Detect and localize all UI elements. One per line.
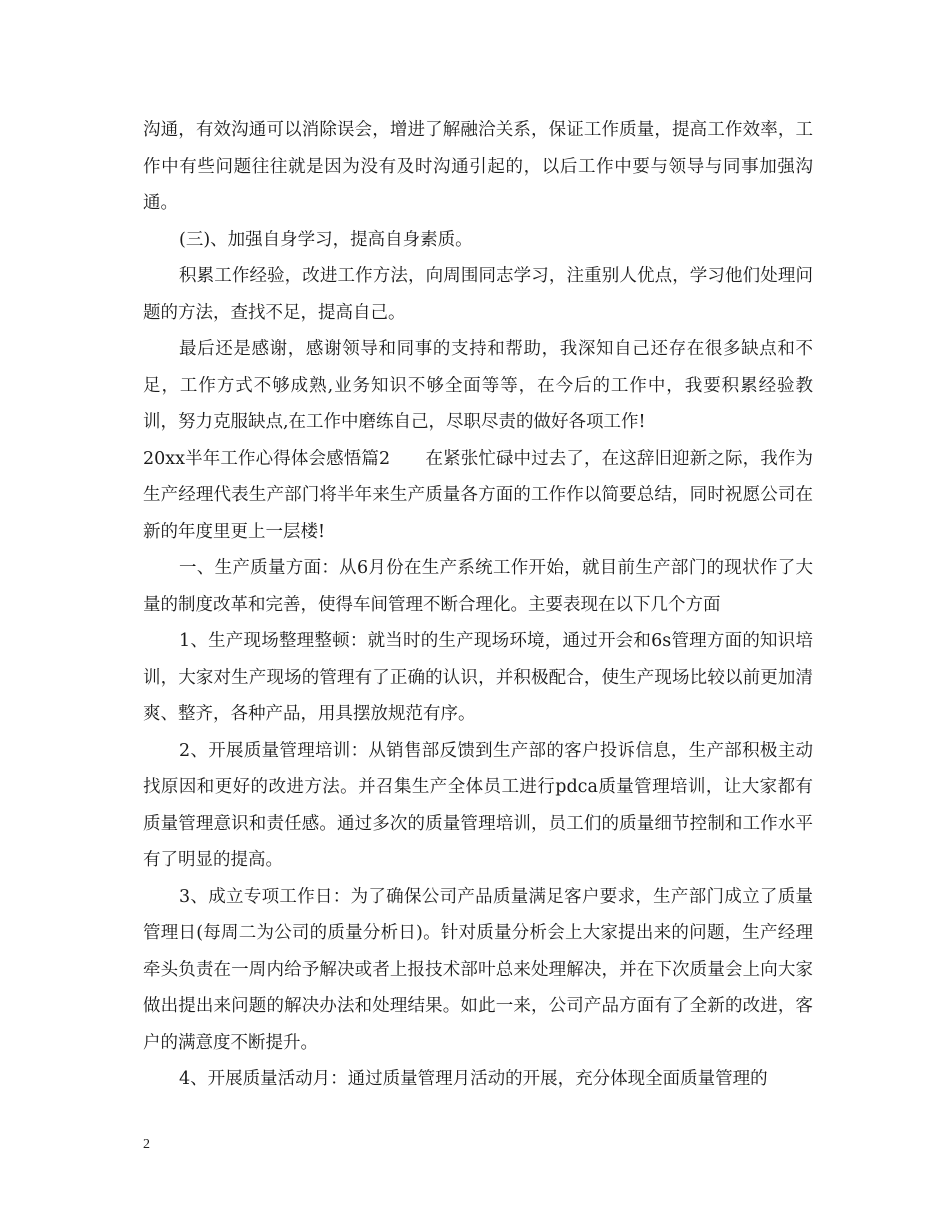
paragraph: 20xx半年工作心得体会感悟篇2 在紧张忙碌中过去了，在这辞旧迎新之际，我作为生产经理代表生产部门将半年来生产质量各方面的工作作以简要总结，同时祝愿公司在新的年度里更上一层楼!: [143, 448, 813, 542]
paragraph: 2、开展质量管理培训：从销售部反馈到生产部的客户投诉信息，生产部积极主动找原因和更好的改进方法。并召集生产全体员工进行pdca质量管理培训，让大家都有质量管理意识和责任感。通过多次的质量管理培训，员工们的质量细节控制和工作水平有了明显的提高。: [143, 740, 813, 870]
paragraph: 3、成立专项工作日：为了确保公司产品质量满足客户要求，生产部门成立了质量管理日(每周二为公司的质量分析日)。针对质量分析会上大家提出来的问题，生产经理牵头负责在一周内给予解决或者上报技术部叶总来处理解决，并在下次质量会上向大家做出提出来问题的解决办法和处理结果。如此一来，公司产品方面有了全新的改进，客户的满意度不断提升。: [143, 886, 813, 1053]
paragraph: 1、生产现场整理整顿：就当时的生产现场环境，通过开会和6s管理方面的知识培训，大家对生产现场的管理有了正确的认识，并积极配合，使生产现场比较以前更加清爽、整齐，各种产品，用具摆放规范有序。: [143, 631, 813, 724]
paragraph: 4、开展质量活动月：通过质量管理月活动的开展，充分体现全面质量管理的: [179, 1069, 768, 1089]
paragraph: 积累工作经验，改进工作方法，向周围同志学习，注重别人优点，学习他们处理问题的方法，查找不足，提高自己。: [143, 266, 813, 323]
document-body: [143, 112, 813, 1098]
paragraph: 一、生产质量方面：从6月份在生产系统工作开始，就目前生产部门的现状作了大量的制度改革和完善，使得车间管理不断合理化。主要表现在以下几个方面: [143, 558, 813, 615]
paragraph: (三)、加强自身学习，提高自身素质。: [179, 229, 473, 250]
paragraph: 最后还是感谢，感谢领导和同事的支持和帮助，我深知自己还存在很多缺点和不足，工作方式不够成熟,业务知识不够全面等等，在今后的工作中，我要积累经验教训，努力克服缺点,在工作中磨练自己，尽职尽责的做好各项工作!: [143, 339, 813, 432]
paragraph: 沟通，有效沟通可以消除误会，增进了解融洽关系，保证工作质量，提高工作效率，工作中有些问题往往就是因为没有及时沟通引起的，以后工作中要与领导与同事加强沟通。: [143, 120, 813, 213]
page-number: 2: [143, 1137, 150, 1152]
